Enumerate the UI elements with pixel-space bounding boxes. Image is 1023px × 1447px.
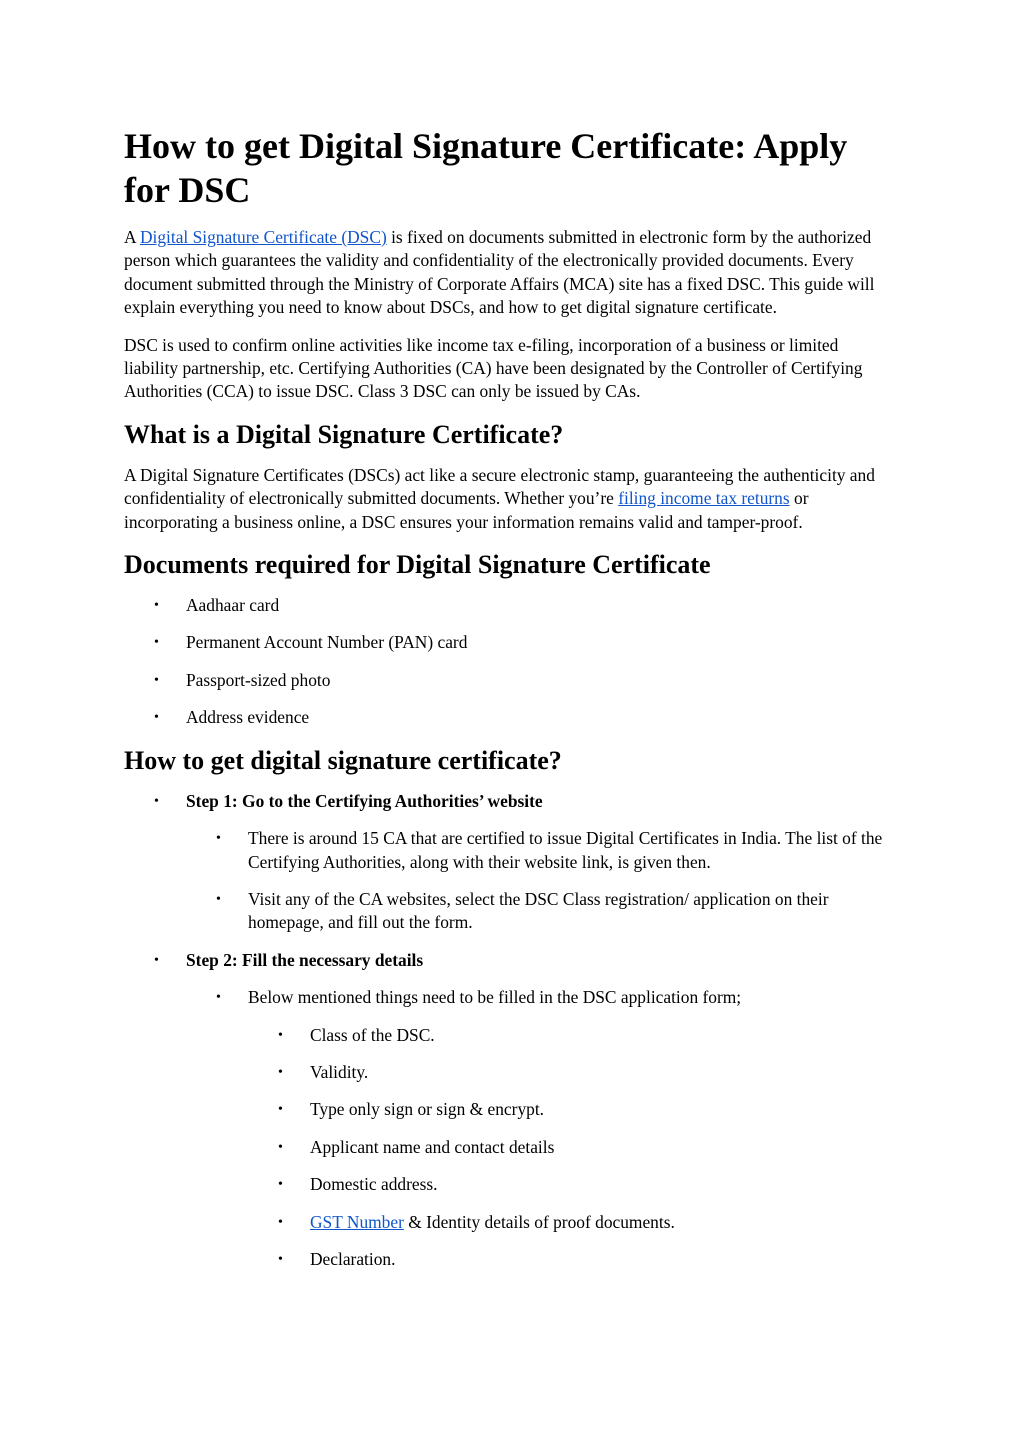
list-item: • Aadhaar card: [124, 594, 896, 617]
list-item: • GST Number & Identity details of proof documents.: [248, 1211, 896, 1234]
list-item: • Below mentioned things need to be filled in the DSC application form; • Class of the DSC. • Validity. • Type only sign or sign & encrypt. • Applicant name and contact details • Domestic address. • GST Number & Identity details of proof documents. • Declaration.: [186, 986, 896, 1271]
intro-paragraph-2: DSC is used to confirm online activities like income tax e-filing, incorporation of a business or limited liability partnership, etc. Certifying Authorities (CA) have been designated by the Controller of Certifying Authorities (CCA) to issue DSC. Class 3 DSC can only be issued by CAs.: [124, 334, 863, 402]
list-item: • Validity.: [248, 1061, 896, 1084]
page-title: How to get Digital Signature Certificate: Apply for DSC: [124, 126, 848, 210]
list-item: • Passport-sized photo: [124, 669, 896, 692]
heading-how-to-get-dsc: How to get digital signature certificate?: [124, 745, 562, 775]
bullet-icon: •: [278, 1064, 283, 1080]
bullet-icon: •: [278, 1027, 283, 1043]
bullet-icon: •: [216, 891, 221, 907]
bullet-icon: •: [278, 1177, 283, 1193]
list-item: • Type only sign or sign & encrypt.: [248, 1098, 896, 1121]
list-item: • Declaration.: [248, 1248, 896, 1271]
list-item: • Domestic address.: [248, 1173, 896, 1196]
filing-income-tax-returns-link[interactable]: filing income tax returns: [618, 488, 790, 509]
bullet-icon: •: [216, 990, 221, 1006]
intro-paragraph-1: A Digital Signature Certificate (DSC) is fixed on documents submitted in electronic form by the authorized person which guarantees the validity and confidentiality of the electronically provided documents. Every document submitted through the Ministry of Corporate Affairs (MCA) site has a fixed DSC. This guide will explain everything you need to know about DSCs, and how to get digital signature certificate.: [124, 227, 875, 318]
documents-list: [124, 594, 896, 730]
list-item: • There is around 15 CA that are certified to issue Digital Certificates in India. The list of the Certifying Authorities, along with their website link, is given then.: [216, 828, 883, 872]
bullet-icon: •: [216, 831, 221, 847]
bullet-icon: •: [154, 710, 159, 726]
bullet-icon: •: [278, 1214, 283, 1230]
list-item: • Address evidence: [124, 706, 896, 729]
what-is-dsc-paragraph: A Digital Signature Certificates (DSCs) act like a secure electronic stamp, guaranteeing the authenticity and confidentiality of electronically submitted documents. Whether you’re filing income tax returns or incorporating a business online, a DSC ensures your information remains valid and tamper-proof.: [124, 464, 875, 532]
step-1-item: [124, 790, 896, 935]
heading-documents-required: Documents required for Digital Signature Certificate: [124, 550, 711, 580]
list-item: • Permanent Account Number (PAN) card: [124, 631, 896, 654]
step-2-label: Step 2: Fill the necessary details: [186, 949, 424, 970]
step-1-sublist: [186, 827, 896, 935]
step-1-label: Step 1: Go to the Certifying Authorities’ website: [186, 790, 543, 811]
bullet-icon: •: [278, 1139, 283, 1155]
list-item: • Applicant name and contact details: [248, 1136, 896, 1159]
dsc-link[interactable]: Digital Signature Certificate (DSC): [139, 227, 387, 247]
list-item: • Visit any of the CA websites, select the DSC Class registration/ application on their homepage, and fill out the form.: [216, 888, 829, 933]
gst-number-link[interactable]: GST Number: [310, 1211, 404, 1232]
bullet-icon: •: [154, 598, 159, 614]
list-item: • Class of the DSC.: [248, 1024, 896, 1047]
step-2-sublist: [186, 986, 896, 1271]
bullet-icon: •: [154, 793, 159, 809]
step-2-item: [124, 949, 896, 1272]
bullet-icon: •: [154, 952, 159, 968]
bullet-icon: •: [154, 672, 159, 688]
bullet-icon: •: [278, 1102, 283, 1118]
document-page: [124, 124, 896, 1285]
form-fields-list: [248, 1024, 896, 1272]
heading-what-is-dsc: What is a Digital Signature Certificate?: [124, 419, 564, 449]
bullet-icon: •: [154, 635, 159, 651]
steps-list: [124, 790, 896, 1272]
bullet-icon: •: [278, 1251, 283, 1267]
